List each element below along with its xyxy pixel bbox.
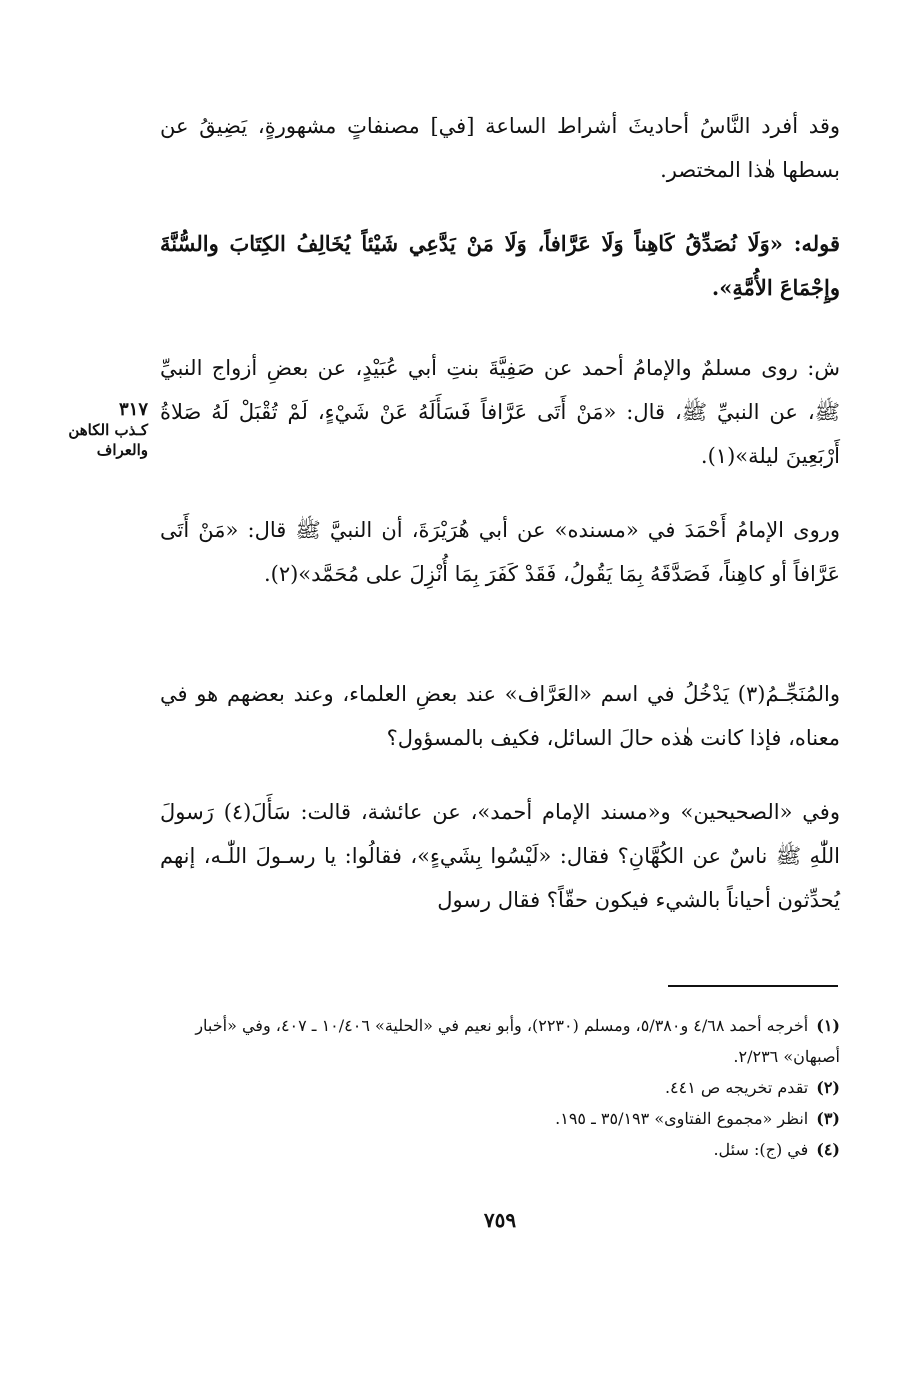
footnote-number: (٤) (816, 1140, 840, 1159)
page-number: ٧٥٩ (483, 1208, 517, 1232)
footnote-text: أخرجه أحمد ٤/٦٨ و٥/٣٨٠، ومسلم (٢٢٣٠)، وأبو نعيم في «الحلية» ١٠/٤٠٦ ـ ٤٠٧، وفي «أخبار أصبهان» ٢/٢٣٦. (195, 1016, 840, 1066)
margin-note-line2: والعراف (96, 441, 148, 459)
footnote-number: (٣) (816, 1109, 840, 1128)
footnote-item (160, 1010, 840, 1072)
footnote-text: في (ج): سئل. (713, 1140, 809, 1159)
footnote-divider (668, 985, 838, 987)
paragraph-text: وقد أفرد النَّاسُ أحاديثَ أشراط الساعة [في] مصنفاتٍ مشهورةٍ، يَضِيقُ عن بسطها هٰذا المختصر. (160, 114, 840, 182)
footnote-item (160, 1134, 840, 1165)
footnote-item (160, 1072, 840, 1103)
footnotes (160, 1010, 840, 1165)
footnote-number: (٢) (816, 1078, 840, 1097)
margin-note-line1: كـذب الكاهن (68, 421, 148, 439)
paragraph-ahmad-musnad (160, 508, 840, 596)
margin-note (48, 400, 148, 460)
paragraph-astrologer (160, 672, 840, 760)
paragraph-sahihayn (160, 790, 840, 922)
paragraph-text: قوله: «وَلَا نُصَدِّقُ كَاهِناً وَلَا عَرَّافاً، وَلَا مَنْ يَدَّعِي شَيْئاً يُخَالِفُ الكِتَابَ والسُّنَّةَ وإِجْمَاعَ الأُمَّةِ». (160, 231, 840, 300)
paragraph-sharh-muslim (160, 346, 840, 478)
paragraph-matn-quote (160, 222, 840, 310)
footnote-text: تقدم تخريجه ص ٤٤١. (664, 1078, 809, 1097)
footnote-text: انظر «مجموع الفتاوى» ٣٥/١٩٣ ـ ١٩٥. (555, 1109, 809, 1128)
paragraph-text: ش: روى مسلمٌ والإمامُ أحمد عن صَفِيَّةَ بنتِ أبي عُبَيْدٍ، عن بعضِ أزواج النبيِّ ﷺ، عن النبيِّ ﷺ، قال: «مَنْ أَتَى عَرَّافاً فَسَأَلَهُ عَنْ شَيْءٍ، لَمْ تُقْبَلْ لَهُ صَلاةُ أَرْبَعِينَ ليلة»(١). (160, 356, 840, 468)
paragraph-text: والمُنَجِّـمُ(٣) يَدْخُلُ في اسم «العَرَّاف» عند بعضِ العلماء، وعند بعضهم هو في معناه، فإذا كانت هٰذه حالَ السائل، فكيف بالمسؤول؟ (160, 682, 840, 750)
margin-note-number: ٣١٧ (118, 399, 148, 420)
footnote-item (160, 1103, 840, 1134)
paragraph-text: وروى الإمامُ أَحْمَدَ في «مسنده» عن أبي هُرَيْرَةَ، أن النبيَّ ﷺ قال: «مَنْ أَتَى عَرَّافاً أو كاهِناً، فَصَدَّقَهُ بِمَا يَقُولُ، فَقَدْ كَفَرَ بِمَا أُنْزِلَ على مُحَمَّد»(٢). (160, 518, 840, 586)
footnote-number: (١) (816, 1016, 840, 1035)
paragraph-text: وفي «الصحيحين» و«مسند الإمام أحمد»، عن عائشة، قالت: سَأَلَ(٤) رَسولَ اللّٰهِ ﷺ ناسٌ عن الكُهَّانِ؟ فقال: «لَيْسُوا بِشَيءٍ»، فقالُوا: يا رسـولَ اللّٰـه، إنهم يُحدِّثون أحياناً بالشيء فيكون حقّاً؟ فقال رسول (160, 800, 840, 912)
paragraph-signs-of-hour (160, 104, 840, 192)
